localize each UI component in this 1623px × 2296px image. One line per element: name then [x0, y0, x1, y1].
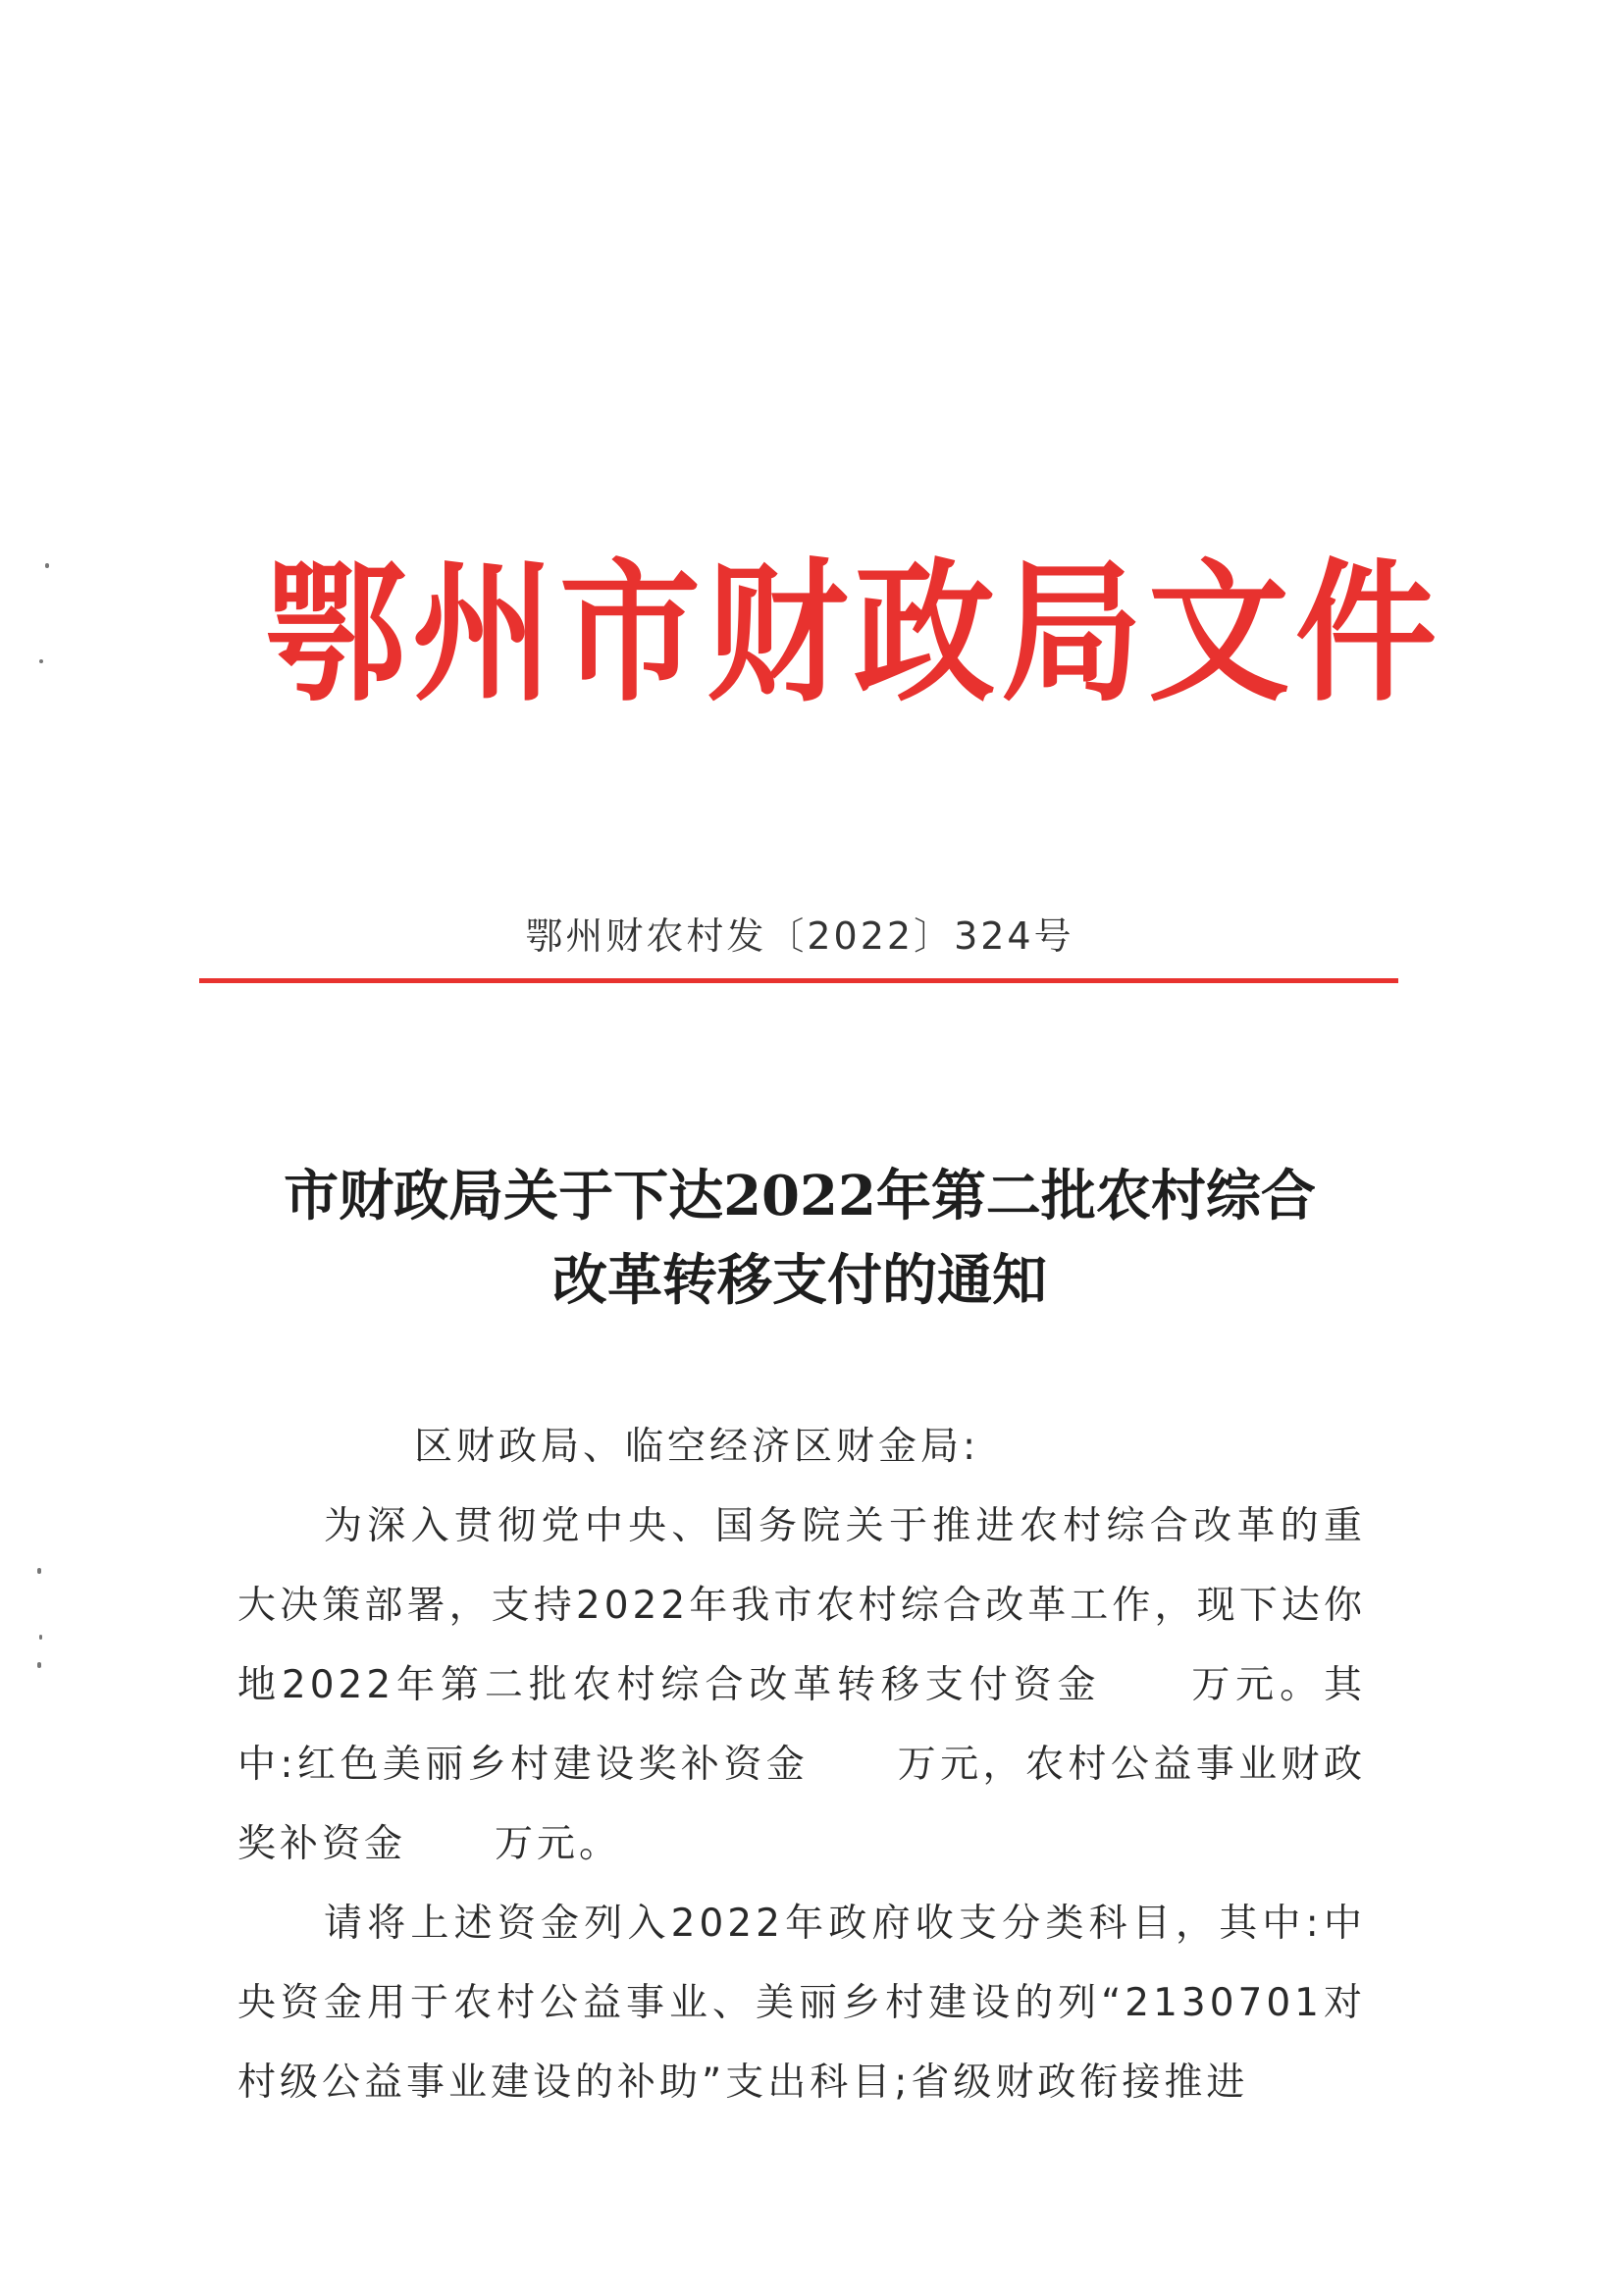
scan-speck: [37, 1662, 41, 1668]
red-separator-line: [199, 978, 1398, 983]
scan-speck: [45, 563, 49, 568]
document-number: 鄂州财农村发〔2022〕324号: [525, 914, 1074, 958]
paragraph-1: [237, 1487, 1366, 1884]
paragraph-2: 请将上述资金列入2022年政府收支分类科目，其中:中央资金用于农村公益事业、美丽乡村建设的列“2130701对村级公益事业建设的补助”支出科目;省级财政衔接推进: [237, 1902, 1366, 2105]
paragraph-1-part-3: 万元，农村公益事业财政奖补资金: [237, 1743, 1366, 1866]
paragraph-1-part-2: 万元。其中:红色美丽乡村建设奖补资金: [237, 1663, 1366, 1787]
document-title: [196, 1154, 1403, 1323]
paragraph-1-part-1: 为深入贯彻党中央、国务院关于推进农村综合改革的重大决策部署，支持2022年我市农村综合改革工作，现下达你地2022年第二批农村综合改革转移支付资金: [237, 1504, 1366, 1707]
salutation: 区财政局、临空经济区财金局:: [414, 1425, 980, 1469]
scan-speck: [37, 1568, 41, 1574]
document-title-line-1: 市财政局关于下达2022年第二批农村综合: [284, 1164, 1316, 1228]
scan-speck: [39, 1635, 42, 1640]
document-title-line-2: 改革转移支付的通知: [552, 1248, 1047, 1313]
issuer-title: 鄂州市财政局文件: [265, 543, 1443, 722]
document-body: [237, 1407, 1366, 2122]
scan-speck: [39, 659, 43, 663]
paragraph-1-part-4: 万元。: [495, 1822, 622, 1866]
